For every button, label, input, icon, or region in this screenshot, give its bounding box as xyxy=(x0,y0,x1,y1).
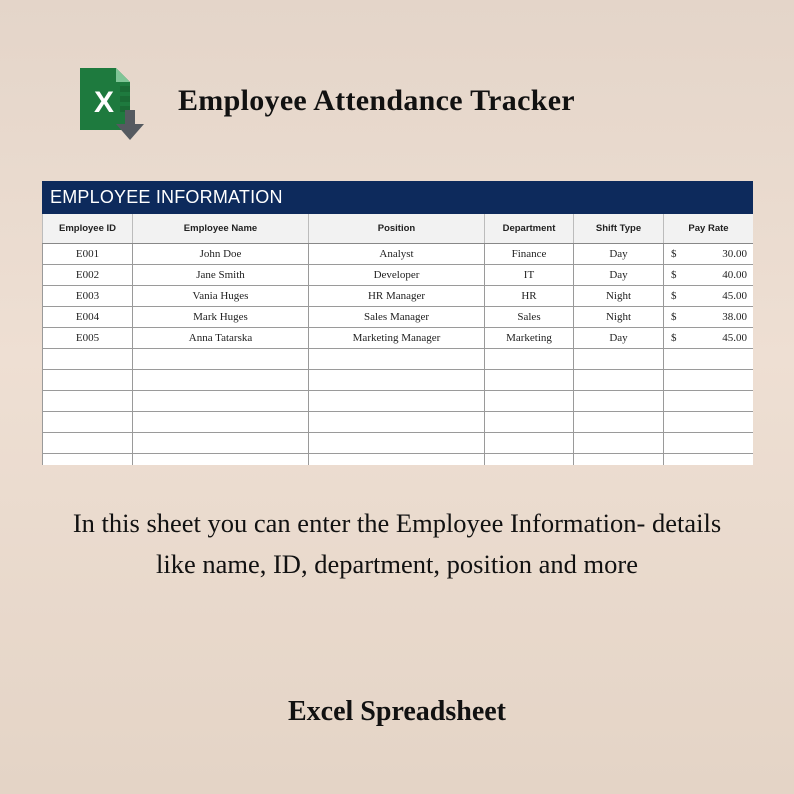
empty-row xyxy=(43,412,754,433)
empty-cell[interactable] xyxy=(43,370,133,391)
cell-employee-id[interactable]: E003 xyxy=(43,286,133,307)
cell-shift-type[interactable]: Day xyxy=(574,328,664,349)
cell-pay-rate[interactable] xyxy=(664,286,754,307)
empty-cell[interactable] xyxy=(133,391,309,412)
cell-employee-name[interactable]: Mark Huges xyxy=(133,307,309,328)
currency-symbol: $ xyxy=(671,269,677,281)
cell-shift-type[interactable]: Night xyxy=(574,286,664,307)
cell-department[interactable]: HR xyxy=(485,286,574,307)
cell-employee-name[interactable]: Jane Smith xyxy=(133,265,309,286)
table-row xyxy=(43,244,754,265)
spreadsheet-preview xyxy=(42,181,753,465)
empty-cell[interactable] xyxy=(133,454,309,466)
empty-cell[interactable] xyxy=(485,370,574,391)
empty-cell[interactable] xyxy=(43,391,133,412)
column-header-employee-id: Employee ID xyxy=(43,214,133,244)
empty-cell[interactable] xyxy=(485,412,574,433)
empty-cell[interactable] xyxy=(664,454,754,466)
cell-pay-rate[interactable] xyxy=(664,328,754,349)
empty-cell[interactable] xyxy=(485,391,574,412)
empty-cell[interactable] xyxy=(485,454,574,466)
empty-row xyxy=(43,433,754,454)
empty-cell[interactable] xyxy=(664,349,754,370)
footer-label: Excel Spreadsheet xyxy=(287,696,507,727)
column-header-position: Position xyxy=(309,214,485,244)
empty-cell[interactable] xyxy=(43,412,133,433)
table-row xyxy=(43,307,754,328)
table-row xyxy=(43,286,754,307)
pay-value: 45.00 xyxy=(722,290,747,302)
empty-cell[interactable] xyxy=(664,391,754,412)
cell-pay-rate[interactable] xyxy=(664,307,754,328)
empty-cell[interactable] xyxy=(664,412,754,433)
empty-cell[interactable] xyxy=(133,433,309,454)
empty-cell[interactable] xyxy=(43,433,133,454)
cell-position[interactable]: HR Manager xyxy=(309,286,485,307)
currency-symbol: $ xyxy=(671,332,677,344)
cell-employee-id[interactable]: E001 xyxy=(43,244,133,265)
empty-cell[interactable] xyxy=(309,433,485,454)
cell-employee-id[interactable]: E005 xyxy=(43,328,133,349)
empty-cell[interactable] xyxy=(574,412,664,433)
empty-cell[interactable] xyxy=(309,412,485,433)
pay-value: 30.00 xyxy=(722,248,747,260)
currency-symbol: $ xyxy=(671,311,677,323)
page-title: Employee Attendance Tracker xyxy=(178,84,575,117)
empty-row xyxy=(43,391,754,412)
column-header-employee-name: Employee Name xyxy=(133,214,309,244)
empty-cell[interactable] xyxy=(574,370,664,391)
column-header-pay-rate: Pay Rate xyxy=(664,214,754,244)
pay-value: 40.00 xyxy=(722,269,747,281)
empty-cell[interactable] xyxy=(574,454,664,466)
currency-symbol: $ xyxy=(671,290,677,302)
column-header-shift-type: Shift Type xyxy=(574,214,664,244)
cell-position[interactable]: Analyst xyxy=(309,244,485,265)
empty-cell[interactable] xyxy=(309,391,485,412)
empty-row xyxy=(43,454,754,466)
empty-cell[interactable] xyxy=(309,454,485,466)
cell-department[interactable]: Finance xyxy=(485,244,574,265)
empty-cell[interactable] xyxy=(309,370,485,391)
empty-cell[interactable] xyxy=(133,412,309,433)
description-line-1: In this sheet you can enter the Employee Information- details xyxy=(72,508,722,538)
cell-pay-rate[interactable] xyxy=(664,265,754,286)
cell-employee-name[interactable]: John Doe xyxy=(133,244,309,265)
cell-department[interactable]: IT xyxy=(485,265,574,286)
pay-value: 45.00 xyxy=(722,332,747,344)
table-header-row xyxy=(43,214,754,244)
section-title: EMPLOYEE INFORMATION xyxy=(42,181,753,214)
table-row xyxy=(43,328,754,349)
excel-download-icon xyxy=(76,66,148,144)
empty-row xyxy=(43,370,754,391)
description-line-2: like name, ID, department, position and more xyxy=(155,549,639,579)
cell-shift-type[interactable]: Day xyxy=(574,244,664,265)
empty-cell[interactable] xyxy=(43,454,133,466)
logo-letter: X xyxy=(93,86,115,119)
cell-position[interactable]: Developer xyxy=(309,265,485,286)
empty-cell[interactable] xyxy=(43,349,133,370)
cell-shift-type[interactable]: Day xyxy=(574,265,664,286)
cell-department[interactable]: Sales xyxy=(485,307,574,328)
empty-cell[interactable] xyxy=(574,391,664,412)
empty-cell[interactable] xyxy=(133,370,309,391)
cell-pay-rate[interactable] xyxy=(664,244,754,265)
empty-row xyxy=(43,349,754,370)
table-row xyxy=(43,265,754,286)
empty-cell[interactable] xyxy=(574,433,664,454)
cell-employee-id[interactable]: E002 xyxy=(43,265,133,286)
empty-cell[interactable] xyxy=(309,349,485,370)
cell-department[interactable]: Marketing xyxy=(485,328,574,349)
pay-value: 38.00 xyxy=(722,311,747,323)
empty-cell[interactable] xyxy=(133,349,309,370)
empty-cell[interactable] xyxy=(485,433,574,454)
cell-employee-name[interactable]: Anna Tatarska xyxy=(133,328,309,349)
cell-shift-type[interactable]: Night xyxy=(574,307,664,328)
description xyxy=(0,503,794,585)
employee-table xyxy=(42,214,753,465)
empty-cell[interactable] xyxy=(574,349,664,370)
cell-position[interactable]: Sales Manager xyxy=(309,307,485,328)
empty-cell[interactable] xyxy=(664,370,754,391)
cell-employee-id[interactable]: E004 xyxy=(43,307,133,328)
cell-employee-name[interactable]: Vania Huges xyxy=(133,286,309,307)
currency-symbol: $ xyxy=(671,248,677,260)
column-header-department: Department xyxy=(485,214,574,244)
cell-position[interactable]: Marketing Manager xyxy=(309,328,485,349)
empty-cell[interactable] xyxy=(485,349,574,370)
empty-cell[interactable] xyxy=(664,433,754,454)
